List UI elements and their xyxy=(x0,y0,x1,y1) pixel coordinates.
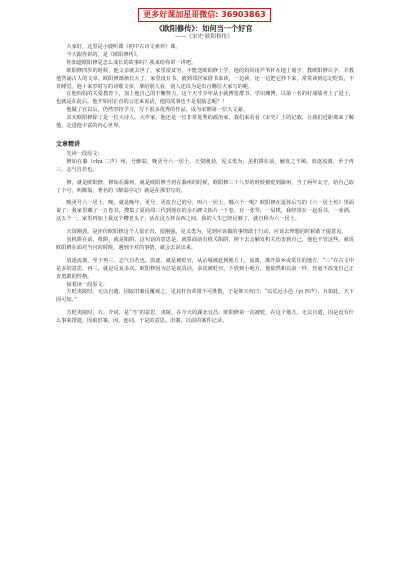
intro-paragraph: 在他妈妈的关爱教育下，加上他自己的不懈努力，这个天才少年从小就博览群书，学识渊博，以第一名的好成绩考上了进士，也就是在此后，他开始用正直的言论来说话，他的故事也不是很励志呢？！ xyxy=(56,91,354,106)
explanation-paragraph: 晚更号六一居士，晚，就是晚年，更号，更改自己的号，叫六一居士。哪六个一呢？欧阳修在退休后写的《六一居士传》里面说了：我家里藏了一万卷书，搜集了夏商周三代到现在的金石碑文拓片一千卷，有一张琴，一局棋，我经常在一起看书，一壶酒，这五个一，家里再加上我这个糟老头子，活在这五样东西之间，我的人生已经足够了，就自称为六一居士。 xyxy=(56,200,354,223)
section-heading: 文章精讲 xyxy=(56,140,81,148)
explanation-paragraph: 天资刚劲，是评价欧阳修这个人很正直、很刚强。见义勇为，见到应该做的事情敢于行动，应该去理想的时候敢于提意见。 xyxy=(66,229,347,236)
watermark-text: 更多好课加星哥微信: xyxy=(143,10,222,19)
explanation-paragraph: 方贬夷陵时，方，介词，是“当”的意思，夷陵，在今天的湖北宜昌，欧阳修第一次被贬，在这个地方。无以自遣，因是没有什么事来排遣，因取旧案，因，连词，于是的意思，旧案，以前的案件记录。 xyxy=(56,310,354,325)
intro-paragraph: 大家好，这里是小鹿听课《初中古诗文素养》课。 xyxy=(66,44,181,50)
intro-paragraph: 他做了官以后，仍然坚持学习，写下很多优秀的作品，成为宋朝第一位大文豪。 xyxy=(66,107,248,114)
lead-text: 接着读一段原文： xyxy=(66,281,108,288)
lead-text: 先读一段原文： xyxy=(66,150,103,157)
intro-paragraph: 欧阳修四岁的时候，他父亲就去世了，家里很贫穷，不能送欧阳修上学。他的妈妈用芦苇秆在地上划字，教欧阳修认字，并教他背诵古人的文章。欧阳修渐渐长大了，家里没有书，就到邻居家借书来读，一边读，还一边把它抄下来，常常读到忘记吃饭，不肯睡觉。他十来岁时写的诗歌文章，拿给别人看，别人还以为是出自哪位大家写的呢。 xyxy=(56,67,354,90)
explanation-paragraph: 修，就是欧阳修，修始在滁州，就是欧阳修当初在滁州的时候，欧阳修三十八岁的时候被贬到滁州，当了两年太守，给自己取了个号，叫醉翁，著名的《醉翁亭记》就是在那里写的。 xyxy=(56,179,354,194)
page-subtitle: ——《宋史·欧阳修传》 xyxy=(175,34,233,40)
watermark-number: 36903863 xyxy=(221,10,266,19)
explanation-paragraph: 放逐流离，至于再三，志气自若也。放逐，就是被贬官，从京城被赶到地方上，流离，离开故乡或常住的地方，“三”在古文中是多的意思，再三，就是反复多次。欧阳修因为总是说真话，多次被贬官，下放到小地方，他依然和以前一样，丝毫不改变自己正直勇敢的性格。 xyxy=(56,257,354,280)
excerpt-paragraph: 方贬夷陵时，无以自遣，因取旧案反覆观之，见其枉直乖错不可胜数，于是仰天叹曰：“以荒远小邑（yi 四声），且如此，天下固可知。” xyxy=(56,289,354,304)
intro-paragraph: 你知道欧阳修是怎么成长的故事吗？我来给你讲一讲吧。 xyxy=(66,59,197,66)
excerpt-paragraph: 修始在滁（chu 二声）州，号醉翁，晚更号六一居士。天资刚劲，见义勇为，虽机阱在前，触发之不顾。放逐流离，至于再三，志气自若也。 xyxy=(56,158,354,173)
article-body xyxy=(56,44,354,326)
page-title: 《欧阳修传》：如何当一个好官 xyxy=(155,24,253,33)
watermark-banner xyxy=(138,8,271,22)
intro-paragraph: 其实欧阳修除了是一位大诗人、大作家，他还是一位非常优秀的政治家。我们来看看《宋史》上的记载，让我们近距离来了解他，走进他丰富的内心世界。 xyxy=(56,115,354,130)
intro-paragraph: 今天跟你讲的，是《欧阳修传》。 xyxy=(66,51,142,58)
explanation-paragraph: 虽机阱在前，机阱，就是陷阱，这句话的意思是，就算面前有机关陷阱，摔下去会触发机关伤害到自己，他也不管这些。就说欧阳修在面对当官的时候，遇到不对的事情，就会去说出来。 xyxy=(56,237,354,251)
